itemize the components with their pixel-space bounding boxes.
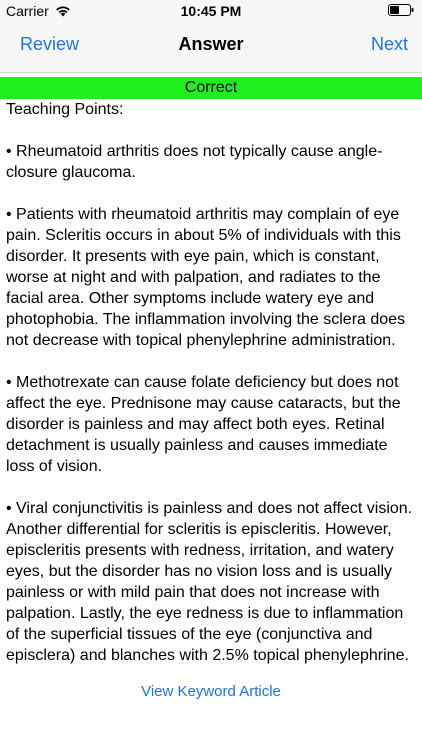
battery-icon [388, 4, 414, 16]
teaching-point: • Viral conjunctivitis is painless and does not affect vision. Another differential for scleritis is episcleritis. However, episcleritis presents with redness, irritation, and watery eyes, but the disorder has no vision loss and is usually painless or with mild pain that does not increase with palpation. Lastly, the eye redness is due to inflammation of the superficial tissues of the eye (conjunctiva and episclera) and blanches with 2.5% topical phenylephrine. [6, 500, 413, 664]
status-bar [0, 0, 422, 22]
status-time: 10:45 PM [180, 3, 242, 19]
view-keyword-article-link[interactable]: View Keyword Article [141, 683, 281, 700]
teaching-point: • Patients with rheumatoid arthritis may complain of eye pain. Scleritis occurs in about 5% of individuals with this disorder. It presents with eye pain, which is constant, worse at night and with palpation, and radiates to the facial area. Other symptoms include watery eye and photophobia. The inflammation involving the sclera does not decrease with topical phenylephrine administration. [6, 206, 406, 349]
teaching-point: • Rheumatoid arthritis does not typically cause angle-closure glaucoma. [6, 143, 383, 181]
page-title: Answer [178, 34, 244, 54]
teaching-point: • Methotrexate can cause folate deficiency but does not affect the eye. Prednisone may cause cataracts, but the disorder is painless and may affect both eyes. Retinal detachment is usually painless and causes immediate loss of vision. [6, 374, 401, 475]
teaching-points [0, 99, 422, 666]
carrier-label: Carrier [6, 3, 49, 19]
status-right [388, 4, 414, 16]
review-button[interactable]: Review [20, 34, 80, 54]
result-banner: Correct [0, 77, 422, 99]
next-button[interactable]: Next [370, 34, 408, 54]
navigation-bar [0, 22, 422, 73]
teaching-points-heading: Teaching Points: [6, 101, 124, 118]
